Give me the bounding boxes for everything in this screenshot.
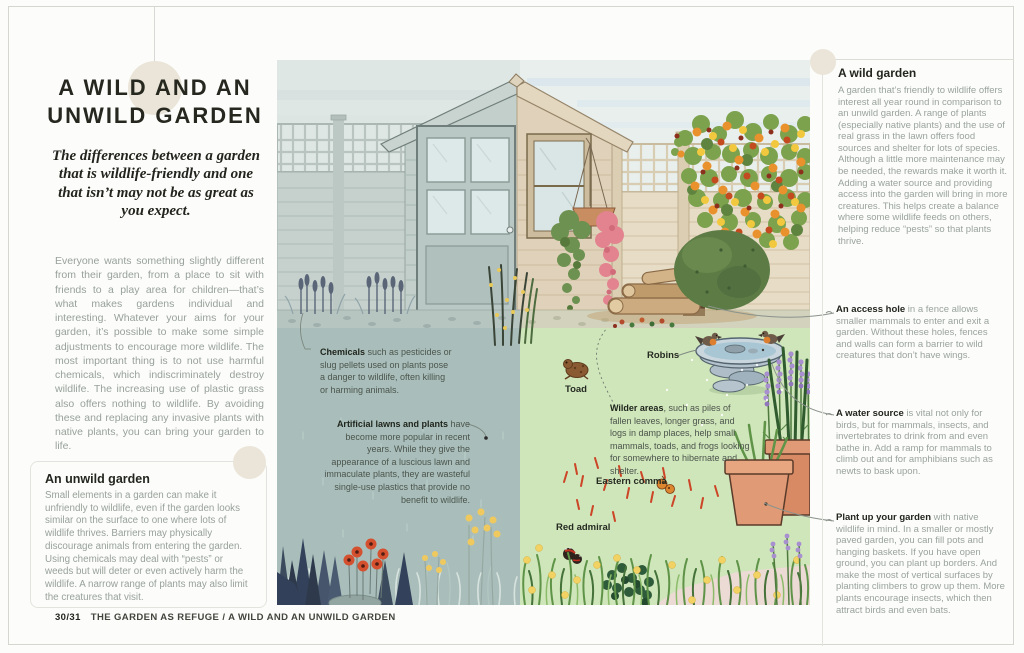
toad-label: Toad [565, 384, 587, 395]
plant-up-body: with native wildlife in mind. In a smaller or mostly paved garden, you can fill pots and hanging baskets. If you have open ground, you can plant up borders. And make the most of vertical surfaces by planting climbers to grow up them. More plants encourage insects, which then attract birds and even bats. [836, 512, 1005, 616]
chemicals-lead: Chemicals [320, 347, 366, 357]
plant-up-annotation [836, 512, 1006, 616]
page-footer [55, 612, 396, 623]
unwild-garden-heading: An unwild garden [45, 472, 150, 486]
shed-door [417, 126, 515, 318]
wild-garden-heading: A wild garden [838, 66, 917, 80]
title-line-1: A WILD AND AN [58, 75, 252, 100]
unwild-garden-body: Small elements in a garden can make it unfriendly to wildlife, even if the garden looks similar on the surface to one where lots of wildlife thrives. Barriers may physically discourage animals from entering the garden. Using chemicals may deal with “pests” or weeds but will deter or even actively harm the wildlife. A narrow range of plants may also limit the creatures that visit. [45, 490, 248, 603]
breadcrumb: THE GARDEN AS REFUGE / A WILD AND AN UNWILD GARDEN [90, 612, 396, 623]
access-hole-body: in a fence allows smaller mammals to enter and exit a garden. Without these holes, fences and walls can form a barrier to wild creatures that don’t have wings. [836, 304, 990, 362]
water-source-lead: A water source [836, 408, 904, 419]
chemicals-body: such as pesticides or slug pellets used on plants pose a danger to wildlife, often killing or harming animals. [320, 347, 452, 395]
artificial-lawns-label [322, 418, 470, 506]
page-numbers: 30/31 [55, 612, 81, 623]
robins-label: Robins [647, 350, 680, 361]
red-admiral-label: Red admiral [556, 522, 611, 533]
unwild-garden-box [30, 461, 267, 608]
title-line-2: UNWILD GARDEN [47, 102, 263, 128]
page-title [35, 74, 275, 129]
decorative-thread-line [154, 7, 155, 63]
intro-paragraph: Everyone wants something slightly different from their garden, from a place to sit with friends to a play area for children—that’s what makes gardens individual and interesting. Whatever your aims for your garden, it’s possible to make some simple adjustments to encourage more wildlife. The most important thing is to not use harmful chemicals, which indiscriminately destroy wildlife. The increasing use of plastic grass also offers nothing to wildlife. By avoiding these and replacing any invasive plants with native plants, you can bring your garden to life. [55, 255, 264, 453]
wilder-lead: Wilder areas [610, 403, 664, 413]
artificial-lead: Artificial lawns and plants [336, 419, 448, 429]
water-source-annotation [836, 408, 1006, 477]
shrub-icon [674, 230, 770, 310]
access-hole-annotation [836, 304, 1006, 362]
chemicals-label [320, 346, 452, 396]
access-hole-lead: An access hole [836, 304, 906, 315]
water-source-body: is vital not only for birds, but for mammals, insects, and invertebrates to drink from and even bathe in. Add a ramp for mammals to climb out and for amphibians such as newts to bask upon. [836, 408, 993, 477]
decorative-dot [810, 49, 836, 75]
wilder-areas-label [610, 402, 750, 478]
decorative-dot [233, 446, 266, 479]
plant-up-lead: Plant up your garden [836, 512, 932, 523]
eastern-comma-label: Eastern comma [596, 476, 667, 487]
artificial-body: have become more popular in recent years. While they give the appearance of a luscious lawn and immaculate plants, they are wasteful single-use plastics that provide no benefit to wildlife. [324, 419, 470, 505]
standfirst: The differences between a garden that is wildlife-friendly and one that isn’t may not be as great as you expect. [51, 148, 261, 219]
garden-illustration [277, 60, 810, 605]
wilder-body: , such as piles of fallen leaves, longer grass, and logs in damp places, help small mammals, toads, and frogs looking for somewhere to hibernate and shelter. [610, 403, 750, 476]
wild-garden-body: A garden that’s friendly to wildlife offers interest all year round in comparison to an unwild garden. A range of plants (especially native plants) and the use of real grass in the lawn offers food sources and shelter for lots of species. Although a little more maintenance may be needed, the rewards make it worth it. Adding a water source and providing access into the garden will bring in more creatures. This helps create a balance where some wildlife feeds on others, helping reduce “pests” so that plants thrive. [838, 85, 1008, 247]
